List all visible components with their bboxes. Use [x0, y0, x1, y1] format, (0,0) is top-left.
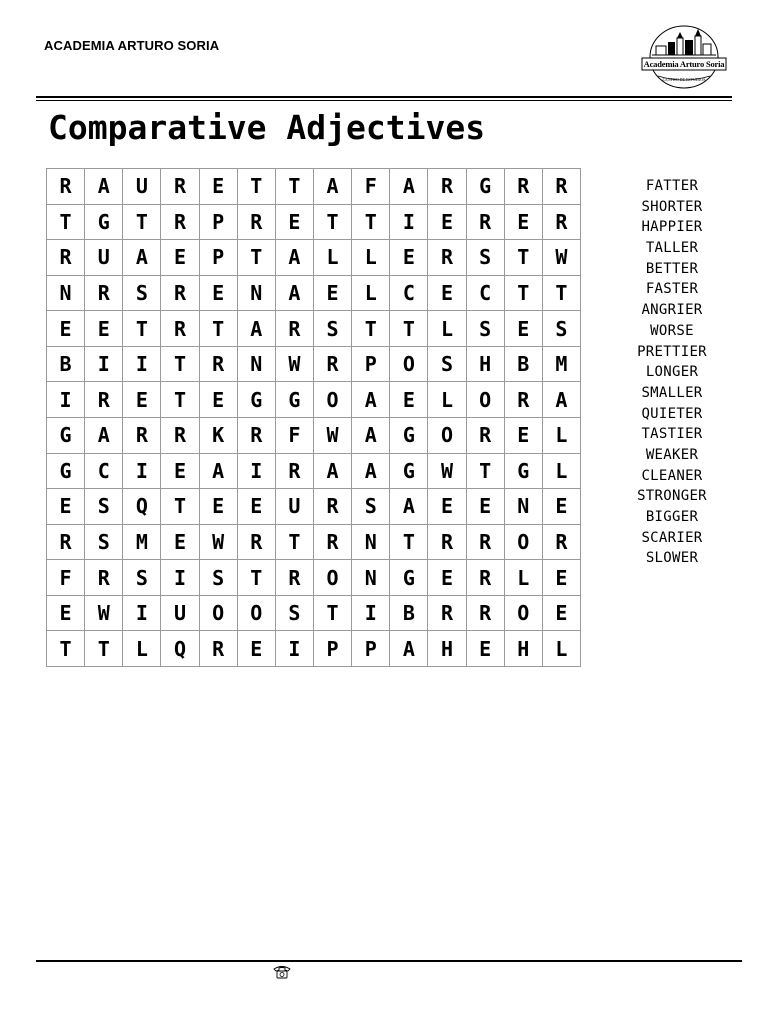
grid-cell: E: [428, 276, 466, 312]
grid-cell: E: [543, 596, 581, 632]
grid-cell: R: [505, 169, 543, 205]
telephone-icon: [272, 965, 292, 979]
grid-cell: E: [428, 560, 466, 596]
grid-cell: S: [428, 347, 466, 383]
grid-cell: P: [314, 631, 352, 667]
grid-cell: E: [47, 596, 85, 632]
grid-cell: R: [428, 169, 466, 205]
grid-cell: R: [85, 276, 123, 312]
word-list-item: SLOWER: [645, 550, 699, 567]
grid-cell: A: [543, 382, 581, 418]
grid-cell: A: [390, 631, 428, 667]
grid-cell: T: [238, 240, 276, 276]
grid-cell: R: [467, 525, 505, 561]
grid-cell: E: [543, 560, 581, 596]
grid-cell: E: [467, 489, 505, 525]
grid-cell: G: [238, 382, 276, 418]
grid-cell: I: [123, 596, 161, 632]
grid-cell: W: [314, 418, 352, 454]
grid-cell: R: [85, 560, 123, 596]
grid-cell: O: [314, 382, 352, 418]
grid-cell: O: [467, 382, 505, 418]
grid-cell: M: [543, 347, 581, 383]
word-list-item: TASTIER: [641, 426, 703, 443]
word-list-item: TALLER: [645, 240, 699, 257]
grid-cell: I: [47, 382, 85, 418]
grid-cell: E: [200, 382, 238, 418]
grid-cell: E: [390, 240, 428, 276]
header-rule: [36, 96, 732, 98]
grid-cell: S: [85, 489, 123, 525]
grid-cell: N: [352, 525, 390, 561]
grid-cell: I: [390, 205, 428, 241]
grid-cell: R: [428, 525, 466, 561]
grid-cell: A: [276, 276, 314, 312]
grid-cell: T: [161, 489, 199, 525]
grid-cell: R: [238, 525, 276, 561]
grid-cell: L: [543, 631, 581, 667]
grid-cell: G: [467, 169, 505, 205]
grid-cell: F: [276, 418, 314, 454]
grid-cell: U: [161, 596, 199, 632]
grid-cell: T: [47, 205, 85, 241]
grid-cell: L: [352, 276, 390, 312]
grid-cell: T: [123, 311, 161, 347]
grid-cell: B: [390, 596, 428, 632]
grid-cell: A: [314, 169, 352, 205]
grid-cell: E: [238, 489, 276, 525]
grid-cell: H: [505, 631, 543, 667]
grid-cell: W: [85, 596, 123, 632]
grid-cell: P: [352, 347, 390, 383]
grid-cell: E: [161, 525, 199, 561]
grid-cell: W: [543, 240, 581, 276]
grid-cell: O: [238, 596, 276, 632]
grid-cell: S: [352, 489, 390, 525]
grid-cell: C: [390, 276, 428, 312]
grid-cell: T: [85, 631, 123, 667]
grid-cell: P: [200, 205, 238, 241]
grid-cell: T: [505, 276, 543, 312]
grid-cell: O: [505, 596, 543, 632]
grid-cell: R: [161, 311, 199, 347]
grid-cell: T: [276, 525, 314, 561]
grid-cell: O: [200, 596, 238, 632]
grid-cell: R: [467, 596, 505, 632]
grid-cell: K: [200, 418, 238, 454]
grid-cell: W: [200, 525, 238, 561]
grid-cell: O: [505, 525, 543, 561]
grid-cell: E: [85, 311, 123, 347]
grid-cell: E: [238, 631, 276, 667]
grid-cell: E: [123, 382, 161, 418]
grid-cell: A: [200, 454, 238, 490]
word-list-item: BIGGER: [645, 509, 699, 525]
grid-cell: I: [123, 347, 161, 383]
grid-cell: I: [161, 560, 199, 596]
grid-cell: O: [390, 347, 428, 383]
grid-cell: R: [47, 525, 85, 561]
grid-cell: T: [238, 169, 276, 205]
word-list-item: SCARIER: [641, 529, 703, 546]
grid-cell: G: [47, 454, 85, 490]
word-list-item: ANGRIER: [641, 302, 703, 319]
grid-cell: I: [276, 631, 314, 667]
word-list-item: WORSE: [650, 322, 694, 339]
grid-cell: T: [161, 382, 199, 418]
grid-cell: E: [200, 169, 238, 205]
grid-cell: A: [85, 169, 123, 205]
grid-cell: L: [543, 454, 581, 490]
grid-cell: E: [314, 276, 352, 312]
logo-label: Academia Arturo Soria: [643, 59, 725, 69]
grid-cell: R: [47, 240, 85, 276]
grid-cell: A: [352, 454, 390, 490]
grid-cell: E: [467, 631, 505, 667]
grid-cell: R: [276, 560, 314, 596]
grid-cell: R: [238, 205, 276, 241]
grid-cell: E: [543, 489, 581, 525]
grid-cell: I: [123, 454, 161, 490]
grid-cell: W: [428, 454, 466, 490]
word-list-item: QUIETER: [641, 405, 703, 422]
grid-cell: A: [390, 489, 428, 525]
grid-cell: S: [200, 560, 238, 596]
grid-cell: R: [428, 240, 466, 276]
word-list-item: FATTER: [645, 178, 699, 194]
grid-cell: R: [314, 347, 352, 383]
word-list-item: HAPPIER: [641, 219, 703, 236]
grid-cell: T: [314, 596, 352, 632]
word-list-item: CLEANER: [641, 467, 703, 484]
grid-cell: H: [467, 347, 505, 383]
grid-cell: E: [161, 454, 199, 490]
grid-cell: T: [47, 631, 85, 667]
grid-cell: R: [314, 489, 352, 525]
grid-cell: G: [505, 454, 543, 490]
grid-cell: R: [238, 418, 276, 454]
grid-cell: R: [276, 454, 314, 490]
word-search-grid: [46, 168, 581, 667]
grid-cell: R: [161, 205, 199, 241]
grid-cell: A: [123, 240, 161, 276]
grid-cell: L: [428, 382, 466, 418]
grid-cell: S: [123, 276, 161, 312]
grid-cell: A: [85, 418, 123, 454]
header-rule-thin: [36, 100, 732, 101]
grid-cell: O: [428, 418, 466, 454]
grid-cell: E: [428, 489, 466, 525]
grid-cell: A: [276, 240, 314, 276]
grid-cell: C: [85, 454, 123, 490]
logo-subtitle: CENTRO DE ESTUDIOS: [662, 77, 706, 82]
word-list-item: SHORTER: [641, 198, 703, 215]
grid-cell: Q: [123, 489, 161, 525]
grid-cell: T: [543, 276, 581, 312]
grid-cell: L: [505, 560, 543, 596]
grid-cell: L: [543, 418, 581, 454]
grid-cell: S: [123, 560, 161, 596]
grid-cell: I: [352, 596, 390, 632]
grid-cell: R: [505, 382, 543, 418]
grid-cell: U: [276, 489, 314, 525]
grid-cell: P: [352, 631, 390, 667]
grid-cell: T: [276, 169, 314, 205]
school-name: ACADEMIA ARTURO SORIA: [44, 38, 220, 53]
grid-cell: E: [276, 205, 314, 241]
grid-cell: P: [200, 240, 238, 276]
word-list: [618, 176, 726, 569]
grid-cell: R: [467, 560, 505, 596]
grid-cell: F: [352, 169, 390, 205]
word-list-item: PRETTIER: [637, 343, 707, 360]
grid-cell: T: [467, 454, 505, 490]
grid-cell: S: [276, 596, 314, 632]
grid-cell: R: [200, 631, 238, 667]
grid-cell: R: [467, 418, 505, 454]
grid-cell: G: [390, 454, 428, 490]
academy-logo: [638, 24, 730, 90]
grid-cell: G: [47, 418, 85, 454]
grid-cell: L: [314, 240, 352, 276]
grid-cell: N: [238, 276, 276, 312]
grid-cell: R: [47, 169, 85, 205]
word-list-item: SMALLER: [641, 384, 703, 401]
grid-cell: G: [390, 418, 428, 454]
grid-cell: L: [123, 631, 161, 667]
grid-cell: R: [85, 382, 123, 418]
grid-cell: R: [467, 205, 505, 241]
grid-cell: T: [238, 560, 276, 596]
grid-cell: E: [505, 418, 543, 454]
grid-cell: C: [467, 276, 505, 312]
grid-cell: R: [276, 311, 314, 347]
grid-cell: R: [314, 525, 352, 561]
grid-cell: A: [352, 418, 390, 454]
grid-cell: E: [428, 205, 466, 241]
grid-cell: E: [47, 311, 85, 347]
grid-cell: E: [200, 489, 238, 525]
grid-cell: G: [85, 205, 123, 241]
grid-cell: R: [161, 169, 199, 205]
grid-cell: N: [238, 347, 276, 383]
grid-cell: A: [390, 169, 428, 205]
grid-cell: F: [47, 560, 85, 596]
grid-cell: B: [47, 347, 85, 383]
grid-cell: O: [314, 560, 352, 596]
grid-cell: H: [428, 631, 466, 667]
grid-cell: E: [390, 382, 428, 418]
word-list-item: LONGER: [645, 364, 699, 381]
grid-cell: W: [276, 347, 314, 383]
grid-cell: N: [505, 489, 543, 525]
grid-cell: T: [352, 311, 390, 347]
grid-cell: R: [200, 347, 238, 383]
grid-cell: U: [123, 169, 161, 205]
grid-cell: T: [200, 311, 238, 347]
grid-cell: T: [505, 240, 543, 276]
grid-cell: R: [543, 205, 581, 241]
grid-cell: T: [352, 205, 390, 241]
grid-cell: T: [123, 205, 161, 241]
grid-cell: L: [352, 240, 390, 276]
grid-cell: R: [161, 276, 199, 312]
grid-cell: U: [85, 240, 123, 276]
grid-cell: N: [352, 560, 390, 596]
grid-cell: N: [47, 276, 85, 312]
page-title: Comparative Adjectives: [48, 108, 486, 147]
grid-cell: Q: [161, 631, 199, 667]
grid-cell: R: [161, 418, 199, 454]
grid-cell: T: [314, 205, 352, 241]
grid-cell: T: [161, 347, 199, 383]
grid-cell: R: [428, 596, 466, 632]
grid-cell: A: [314, 454, 352, 490]
grid-cell: S: [467, 311, 505, 347]
grid-cell: E: [161, 240, 199, 276]
word-list-item: FASTER: [645, 281, 699, 298]
grid-cell: S: [467, 240, 505, 276]
word-list-item: STRONGER: [637, 488, 707, 505]
grid-cell: B: [505, 347, 543, 383]
word-list-item: WEAKER: [645, 446, 699, 463]
grid-cell: S: [314, 311, 352, 347]
grid-cell: I: [238, 454, 276, 490]
grid-cell: S: [85, 525, 123, 561]
grid-cell: M: [123, 525, 161, 561]
word-list-item: BETTER: [645, 260, 699, 277]
grid-cell: E: [505, 205, 543, 241]
footer-rule: [36, 960, 742, 962]
grid-cell: G: [390, 560, 428, 596]
grid-cell: E: [47, 489, 85, 525]
grid-cell: T: [390, 525, 428, 561]
grid-cell: L: [428, 311, 466, 347]
grid-cell: R: [123, 418, 161, 454]
grid-cell: R: [543, 525, 581, 561]
grid-cell: S: [543, 311, 581, 347]
grid-cell: R: [543, 169, 581, 205]
grid-cell: E: [505, 311, 543, 347]
grid-cell: G: [276, 382, 314, 418]
grid-cell: I: [85, 347, 123, 383]
grid-cell: A: [352, 382, 390, 418]
grid-cell: A: [238, 311, 276, 347]
grid-cell: T: [390, 311, 428, 347]
grid-cell: E: [200, 276, 238, 312]
